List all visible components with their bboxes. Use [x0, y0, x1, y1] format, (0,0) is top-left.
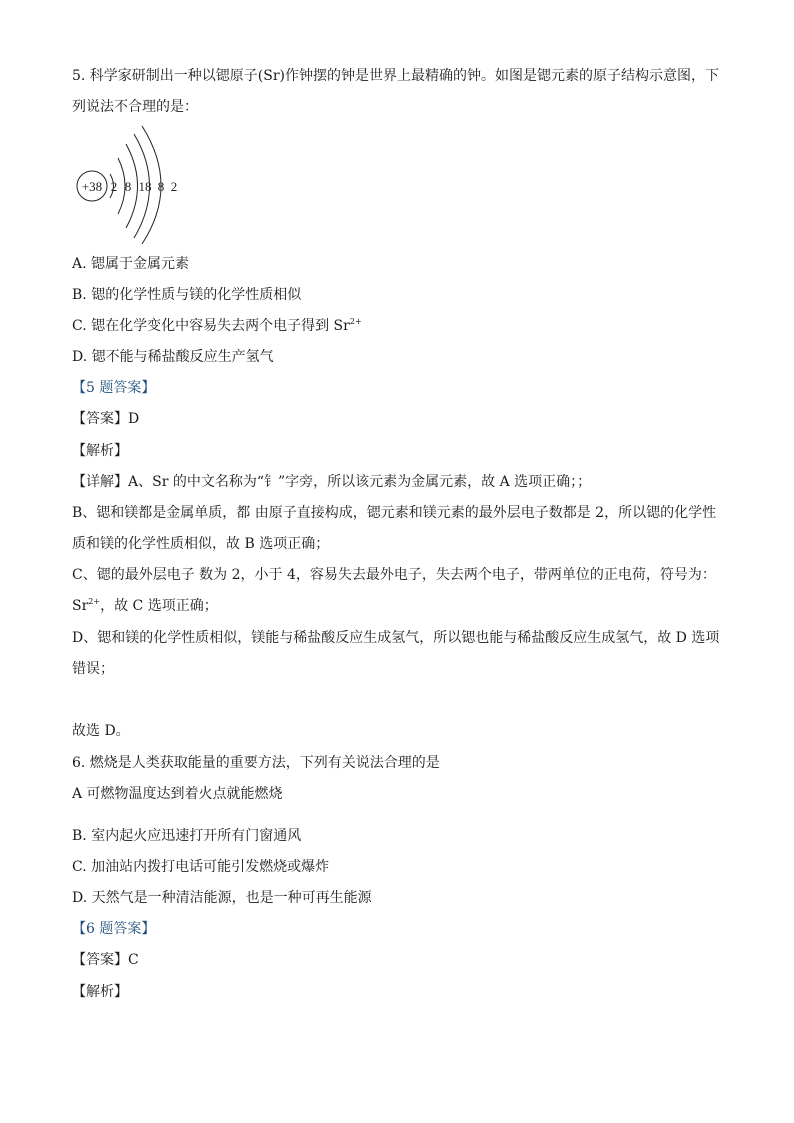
q5-option-c-text: C. 锶在化学变化中容易失去两个电子得到 Sr [72, 318, 350, 334]
q5-answer-header: 【5 题答案】 [72, 380, 156, 396]
q6-stem: 6. 燃烧是人类获取能量的重要方法，下列有关说法合理的是 [72, 755, 440, 771]
q6-answer: 【答案】C [72, 952, 139, 968]
shell-electrons-5: 2 [170, 179, 178, 194]
q5-answer: 【答案】D [72, 411, 140, 427]
q6-option-a: A 可燃物温度达到着火点就能燃烧 [72, 786, 283, 802]
q5-option-c-superscript: 2+ [349, 317, 362, 326]
q6-option-c: C. 加油站内拨打电话可能引发燃烧或爆炸 [72, 859, 330, 875]
q5-detail-b-line1: B、锶和镁都是金属单质，都 由原子直接构成，锶元素和镁元素的最外层电子数都是 2，所以锶的化学性 [72, 505, 717, 521]
q6-option-b: B. 室内起火应迅速打开所有门窗通风 [72, 828, 302, 844]
q5-option-a: A. 锶属于金属元素 [72, 256, 190, 272]
q5-detail-b-line2: 质和镁的化学性质相似，故 B 选项正确； [72, 536, 330, 552]
q5-detail-c-line1: C、锶的最外层电子 数为 2，小于 4，容易失去最外电子，失去两个电子，带两单位的正电荷，符号为： [72, 567, 716, 583]
q5-option-d: D. 锶不能与稀盐酸反应生产氢气 [72, 349, 274, 365]
q5-detail-d-line1: D、锶和镁的化学性质相似，镁能与稀盐酸反应生成氢气，所以锶也能与稀盐酸反应生成氢气，故 D 选项 [72, 630, 720, 646]
q5-detail-c-tail: ，故 C 选项正确； [100, 598, 218, 614]
q5-analysis-label: 【解析】 [72, 443, 128, 459]
q5-conclusion: 故选 D。 [72, 723, 130, 739]
shell-electrons-1: 2 [110, 179, 118, 194]
q5-stem-line2: 列说法不合理的是： [72, 99, 198, 115]
shell-electrons-4: 8 [157, 179, 165, 194]
q5-detail-c-line2 [72, 596, 218, 616]
q5-detail-c-symbol: Sr [72, 598, 89, 614]
q5-detail-c-superscript: 2+ [88, 597, 101, 606]
nucleus-charge: +38 [81, 179, 103, 194]
q6-answer-header: 【6 题答案】 [72, 921, 156, 937]
q5-option-b: B. 锶的化学性质与镁的化学性质相似 [72, 287, 302, 303]
shell-electrons-3: 18 [138, 179, 152, 194]
q5-stem-line1: 5. 科学家研制出一种以锶原子(Sr)作钟摆的钟是世界上最精确的钟。如图是锶元素的原子结构示意图，下 [72, 68, 720, 84]
shell-electrons-2: 8 [124, 179, 132, 194]
q5-detail-a: 【详解】A、Sr 的中文名称为“钅”字旁，所以该元素为金属元素，故 A 选项正确；； [72, 474, 592, 490]
q6-option-d: D. 天然气是一种清洁能源，也是一种可再生能源 [72, 890, 372, 906]
q6-analysis-label: 【解析】 [72, 984, 128, 1000]
q5-option-c [72, 316, 362, 336]
q5-detail-d-line2: 错误； [72, 661, 114, 677]
atom-structure-diagram [70, 120, 190, 245]
